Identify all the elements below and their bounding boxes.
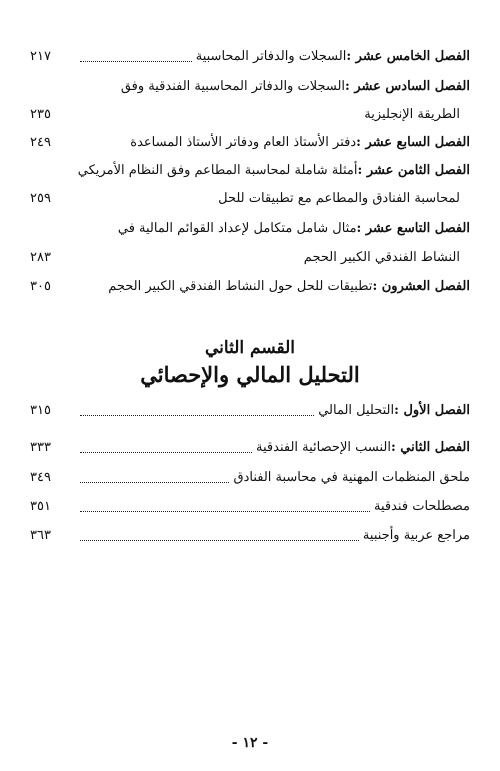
chapter-title: مثال شامل متكامل لإعداد القوائم المالية في <box>117 221 357 236</box>
chapter-label: الفصل الثامن عشر : <box>357 163 470 178</box>
entry-title: مراجع عربية وأجنبية <box>362 528 470 543</box>
page-number: ٢٥٩ <box>30 191 51 206</box>
toc-entry-ch15[interactable] <box>30 40 470 66</box>
page-number: ٣١٥ <box>30 403 51 418</box>
leader-dots <box>80 481 229 483</box>
chapter-label: الفصل الخامس عشر : <box>346 49 470 64</box>
section-subheading: التحليل المالي والإحصائي <box>140 362 360 387</box>
chapter-label: الفصل الأول : <box>394 403 470 418</box>
leader-dots <box>80 451 252 453</box>
chapter-title: دفتر الأستاذ العام ودفاتر الأستاذ المساعدة <box>130 135 357 150</box>
chapter-label: الفصل الثاني : <box>390 440 470 455</box>
chapter-label: الفصل التاسع عشر : <box>356 221 470 236</box>
page-number: ٣٠٥ <box>30 279 51 294</box>
chapter-title: النسب الإحصائية الفندقية <box>256 440 391 455</box>
page-number: ٢٣٥ <box>30 107 51 122</box>
chapter-title-cont: لمحاسبة الفنادق والمطاعم مع تطبيقات للحل <box>218 191 460 206</box>
toc-entry-references[interactable] <box>30 519 470 545</box>
toc-entry-p2-ch1[interactable] <box>30 394 470 420</box>
chapter-title-cont: النشاط الفندقي الكبير الحجم <box>303 250 460 265</box>
toc-entry-ch16-cont[interactable] <box>30 98 470 124</box>
page-number: ٣٦٣ <box>30 528 51 543</box>
page-number: ٢٨٣ <box>30 250 51 265</box>
toc-entry-appendix[interactable] <box>30 461 470 487</box>
footer-page-number: - ١٢ - <box>231 735 269 751</box>
entry-title: مصطلحات فندقية <box>374 499 470 514</box>
toc-entry-ch17[interactable] <box>30 126 470 152</box>
chapter-title: السجلات والدفاتر المحاسبية الفندقية وفق <box>120 79 346 94</box>
chapter-title: أمثلة شاملة لمحاسبة المطاعم وفق النظام الأمريكي <box>77 163 358 178</box>
toc-entry-ch19[interactable] <box>30 212 470 238</box>
toc-entry-ch18-cont[interactable] <box>30 182 470 208</box>
leader-dots <box>80 510 370 512</box>
leader-dots <box>80 60 192 62</box>
page-number: ٣٣٣ <box>30 440 51 455</box>
toc-entry-ch19-cont[interactable] <box>30 241 470 267</box>
page-number: ٢٤٩ <box>30 135 51 150</box>
leader-dots <box>80 414 314 416</box>
chapter-label: الفصل السادس عشر : <box>345 79 470 94</box>
section-heading: القسم الثاني <box>204 338 295 358</box>
entry-title: ملحق المنظمات المهنية في محاسبة الفنادق <box>233 470 470 485</box>
chapter-title: السجلات والدفاتر المحاسبية <box>195 49 347 64</box>
chapter-label: الفصل السابع عشر : <box>356 135 470 150</box>
toc-entry-ch16[interactable] <box>30 70 470 96</box>
toc-entry-ch18[interactable] <box>30 154 470 180</box>
leader-dots <box>80 539 359 541</box>
page-number: ٣٥١ <box>30 499 51 514</box>
chapter-label: الفصل العشرون : <box>372 279 470 294</box>
toc-entry-ch20[interactable] <box>30 270 470 296</box>
chapter-title-cont: الطريقة الإنجليزية <box>364 107 460 122</box>
page-number: ٢١٧ <box>30 49 51 64</box>
page-number: ٣٤٩ <box>30 470 51 485</box>
chapter-title: تطبيقات للحل حول النشاط الفندقي الكبير الحجم <box>108 279 373 294</box>
toc-entry-p2-ch2[interactable] <box>30 431 470 457</box>
toc-entry-glossary[interactable] <box>30 490 470 516</box>
chapter-title: التحليل المالي <box>318 403 395 418</box>
